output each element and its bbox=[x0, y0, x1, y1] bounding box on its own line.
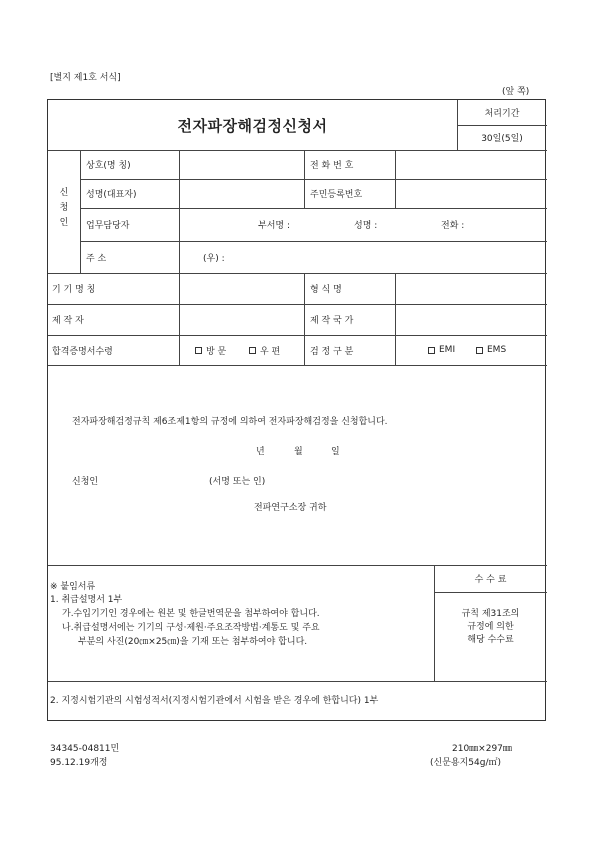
country-field[interactable] bbox=[397, 306, 545, 333]
postal-code-label: (우) : bbox=[203, 253, 225, 264]
revision-date: 95.12.19개정 bbox=[50, 758, 108, 768]
processing-period-label: 처리기간 bbox=[484, 109, 520, 119]
inspection-category-label: 검 정 구 분 bbox=[310, 346, 354, 357]
date-year: 년 bbox=[256, 447, 265, 457]
fee-description: 규칙 제31조의 규정에 의한 해당 수수료 bbox=[461, 609, 520, 645]
date-day: 일 bbox=[331, 447, 340, 457]
company-name-field[interactable] bbox=[181, 152, 302, 177]
visit-checkbox[interactable] bbox=[195, 347, 202, 354]
application-statement: 전자파장해검정규칙 제6조제1항의 규정에 의하여 전자파장해검정을 신청합니다. bbox=[72, 417, 388, 427]
maker-label: 제 작 자 bbox=[52, 316, 84, 326]
maker-field[interactable] bbox=[181, 306, 302, 333]
category-emi-option[interactable]: EMI bbox=[428, 335, 455, 365]
paper-type: (신문용지54g/㎡) bbox=[430, 758, 501, 768]
staff-phone-label: 전화 : bbox=[441, 221, 465, 231]
fee-label: 수 수 료 bbox=[474, 575, 507, 585]
applicant-sign-label: 신청인 bbox=[72, 477, 99, 487]
mail-checkbox[interactable] bbox=[249, 347, 256, 354]
phone-number-label: 전 화 번 호 bbox=[310, 161, 354, 171]
device-name-label: 기 기 명 칭 bbox=[52, 285, 96, 295]
company-name-label: 상호(명 칭) bbox=[86, 161, 131, 171]
resident-number-field[interactable] bbox=[397, 181, 545, 206]
attachment-item-1b-line1: 나.취급설명서에는 기기의 구성·제원·주요조작방법·계통도 및 주요 bbox=[62, 623, 320, 633]
staff-name-label: 성명 : bbox=[354, 221, 378, 231]
receipt-mail-option[interactable]: 우 편 bbox=[249, 335, 280, 365]
form-title: 전자파장해검정신청서 bbox=[177, 116, 328, 135]
application-form bbox=[47, 99, 546, 721]
department-label: 부서명 : bbox=[258, 221, 290, 231]
attachment-item-1a: 가.수입기기인 경우에는 원본 및 한글번역문을 첨부하여야 합니다. bbox=[62, 609, 320, 619]
resident-number-label: 주민등록번호 bbox=[310, 190, 363, 200]
attachment-item-1: 1. 취급설명서 1부 bbox=[50, 595, 123, 605]
date-month: 월 bbox=[294, 447, 303, 457]
emi-checkbox[interactable] bbox=[428, 347, 435, 354]
signature-label: (서명 또는 인) bbox=[209, 477, 266, 487]
representative-field[interactable] bbox=[181, 181, 302, 206]
applicant-side-label: 신 청 인 bbox=[59, 188, 69, 228]
staff-label: 업무담당자 bbox=[86, 221, 130, 231]
representative-label: 성명(대표자) bbox=[86, 190, 137, 200]
addressee: 전파연구소장 귀하 bbox=[254, 503, 327, 513]
attachments-heading: ※ 붙임서류 bbox=[50, 582, 96, 592]
form-code: 34345-04811민 bbox=[50, 744, 120, 754]
certificate-receipt-label: 합격증명서수령 bbox=[52, 346, 113, 357]
page-side: (앞 쪽) bbox=[502, 87, 530, 97]
model-label: 형 식 명 bbox=[310, 285, 342, 295]
receipt-visit-option[interactable]: 방 문 bbox=[195, 335, 226, 365]
form-number: [별지 제1호 서식] bbox=[50, 73, 121, 83]
model-field[interactable] bbox=[397, 275, 545, 302]
country-label: 제 작 국 가 bbox=[310, 316, 354, 326]
phone-number-field[interactable] bbox=[397, 152, 545, 177]
ems-checkbox[interactable] bbox=[476, 347, 483, 354]
device-name-field[interactable] bbox=[181, 275, 302, 302]
attachment-item-1b-line2: 부분의 사진(20㎝×25㎝)을 기재 또는 첨부하여야 합니다. bbox=[78, 637, 308, 647]
processing-period-value: 30일(5일) bbox=[481, 134, 523, 144]
attachment-item-2: 2. 지정시험기관의 시험성적서(지정시험기관에서 시험을 받은 경우에 한합니다) 1부 bbox=[50, 696, 379, 706]
category-ems-option[interactable]: EMS bbox=[476, 335, 506, 365]
address-label: 주 소 bbox=[86, 253, 107, 264]
paper-size: 210㎜×297㎜ bbox=[452, 744, 512, 754]
